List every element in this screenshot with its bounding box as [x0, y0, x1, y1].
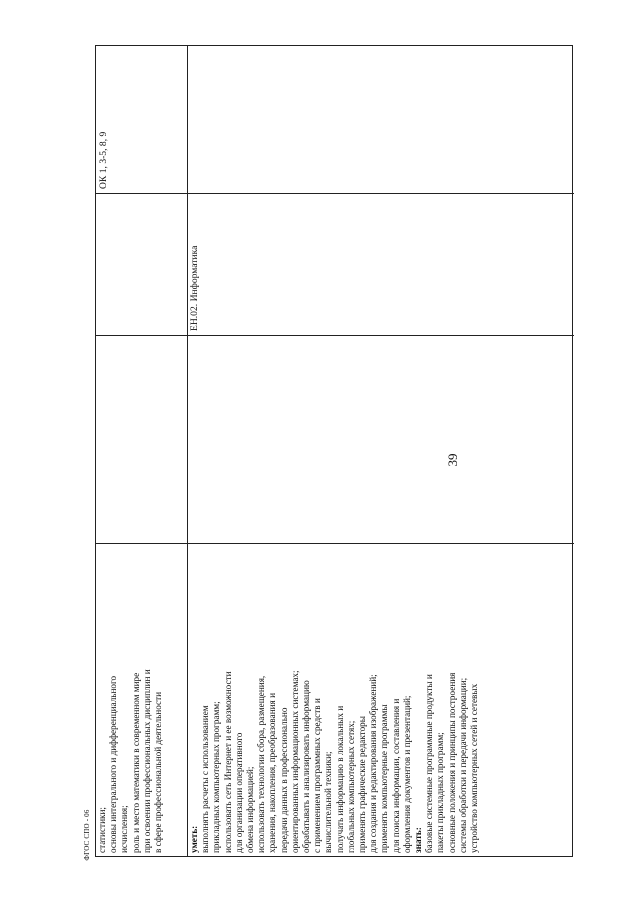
table-cell-description [96, 544, 187, 856]
skills-heading: уметь: [189, 825, 199, 853]
skills-text: выполнять расчеты с использованием прикладных компьютерных программ; использовать сеть Интернет и ее возможности для организации оперативного обмена информацией; использовать технологии сбора, размещения, хранения, накопления, преобразования и передачи данных в профессионально ориентированных информационных системах; обрабатывать и анализировать информацию с применением программных средств и вычислительной техники; получать информацию в локальных и глобальных компьютерных сетях; применять графические редакторы для создания и редактирования изображений; применять компьютерные программы для поиска информации, составления и оформления документов и презентаций; [200, 670, 412, 853]
table-cell-empty [188, 336, 574, 544]
knowledge-heading: знать: [413, 827, 424, 853]
competency-codes: ОК 1, 3-5, 8, 9 [98, 131, 109, 189]
table-cell-description [188, 544, 574, 856]
competency-column [96, 44, 574, 194]
footer-label: ФГОС СПО - 06 [83, 809, 91, 861]
description-text: статистики; основы интегрального и дифференциального исчисления; роль и место математики в современном мире при освоении профессиональных дисциплин и в сфере профессиональной деятельности [97, 669, 164, 853]
discipline-code: ЕН.02. Информатика [189, 245, 200, 331]
table-cell-empty [96, 336, 187, 544]
discipline-column [96, 194, 574, 336]
page-number: 39 [445, 453, 460, 467]
curriculum-table [95, 45, 573, 857]
knowledge-text: базовые системные программные продукты и пакеты прикладных программ; основные положения и принципы построения системы обработки и передачи информации; устройство компьютерных сетей и сетевых [424, 672, 480, 853]
